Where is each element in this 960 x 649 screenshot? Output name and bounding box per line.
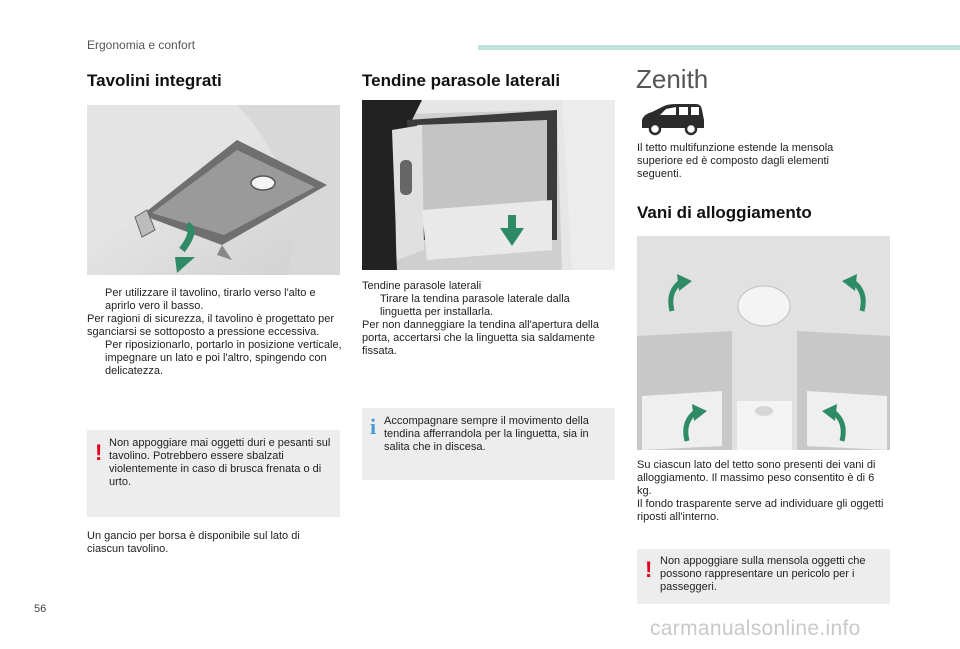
- page-number: 56: [34, 603, 47, 615]
- vani-text: [637, 459, 887, 524]
- tavolini-footer: Un gancio per borsa è disponibile sul lato di ciascun tavolino.: [87, 530, 300, 555]
- tavolini-bullet-2: Per riposizionarlo, portarlo in posizione verticale, impegnare un lato e poi l'altro, spingendo con delicatezza.: [105, 339, 342, 377]
- section-header: Ergonomia e confort: [87, 38, 196, 52]
- warning-icon: !: [645, 557, 653, 582]
- warning-text-tavolini: Non appoggiare mai oggetti duri e pesanti sul tavolino. Potrebbero essere sbalzati violentemente in caso di brusca frenata o di urto.: [109, 437, 331, 488]
- warning-box-tavolini: [87, 430, 340, 517]
- bullet-marker: [87, 287, 105, 313]
- car-silhouette-icon: [638, 102, 706, 136]
- vani-para-1: Su ciascun lato del tetto sono presenti dei vani di alloggiamento. Il massimo peso consentito è di 6 kg.: [637, 459, 876, 497]
- warning-box-vani: [637, 549, 890, 604]
- image-tray-table: [87, 105, 340, 275]
- tendine-bullet-1: Tirare la tendina parasole laterale dalla linguetta per installarla.: [380, 293, 570, 318]
- tendine-subtitle: Tendine parasole laterali: [362, 280, 482, 292]
- title-zenith: Zenith: [636, 64, 709, 94]
- tavolini-para-1: Per ragioni di sicurezza, il tavolino è progettato per sganciarsi se sottoposto a pressione eccessiva.: [87, 313, 335, 338]
- image-roof-storage: [637, 236, 890, 450]
- watermark: carmanualsonline.info: [650, 617, 861, 640]
- header-accent-bar: [478, 45, 960, 50]
- vani-para-2: Il fondo trasparente serve ad individuare gli oggetti riposti all'interno.: [637, 498, 884, 523]
- tendine-para-1: Per non danneggiare la tendina all'apertura della porta, accertarsi che la linguetta sia saldamente fissata.: [362, 319, 599, 357]
- zenith-intro: Il tetto multifunzione estende la mensola superiore ed è composto dagli elementi seguenti.: [637, 142, 834, 180]
- info-icon: i: [370, 414, 377, 439]
- info-box-tendine: [362, 408, 615, 480]
- title-tendine: Tendine parasole laterali: [362, 71, 561, 90]
- bullet-marker: [362, 293, 380, 319]
- title-vani: Vani di alloggiamento: [637, 203, 812, 222]
- tavolini-text: [87, 287, 342, 378]
- tavolini-bullet-1: Per utilizzare il tavolino, tirarlo verso l'alto e aprirlo vero il basso.: [105, 287, 316, 312]
- bullet-marker: [87, 339, 105, 378]
- tendine-text: [362, 280, 612, 358]
- warning-icon: !: [95, 440, 103, 465]
- image-sun-blind: [362, 100, 615, 270]
- info-text-tendine: Accompagnare sempre il movimento della tendina afferrandola per la linguetta, sia in salita che in discesa.: [384, 415, 589, 453]
- warning-text-vani: Non appoggiare sulla mensola oggetti che possono rappresentare un pericolo per i passeggeri.: [660, 555, 866, 593]
- title-tavolini: Tavolini integrati: [87, 71, 222, 90]
